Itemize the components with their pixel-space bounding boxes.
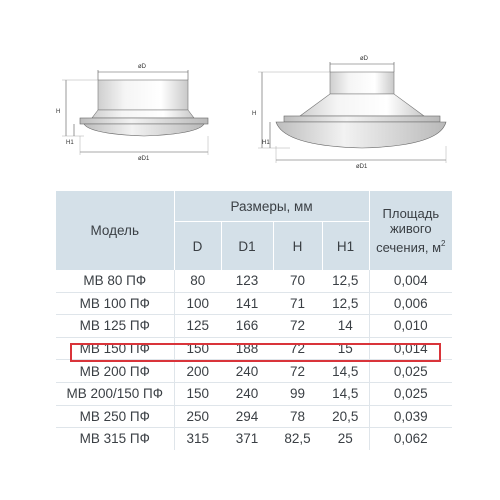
cell-h1: 20,5 <box>322 405 369 428</box>
cell-h1: 15 <box>322 337 369 360</box>
table-row <box>56 405 452 428</box>
cell-d: 80 <box>190 273 206 289</box>
header-sizes: Размеры, мм <box>174 191 369 222</box>
cell-h1: 12,5 <box>322 292 369 315</box>
table-row-highlighted <box>56 337 452 360</box>
header-area-sup: 2 <box>441 239 446 248</box>
cell-model: МВ 150 ПФ <box>56 337 174 360</box>
cell-model: МВ 80 ПФ <box>56 270 174 292</box>
cell-d: 200 <box>174 360 221 383</box>
cell-h: 78 <box>273 405 322 428</box>
cell-h: 72 <box>273 315 322 338</box>
header-area-line1: Площадь <box>382 206 440 221</box>
header-area-line2: живого <box>389 221 432 236</box>
cell-model: МВ 250 ПФ <box>56 405 174 428</box>
cell-model: МВ 200/150 ПФ <box>56 382 174 405</box>
cell-area: 0,006 <box>369 292 452 315</box>
cell-area: 0,004 <box>369 270 452 292</box>
header-area <box>369 191 452 270</box>
cell-d1: 240 <box>221 382 273 405</box>
cell-d1: 294 <box>221 405 273 428</box>
table-row <box>56 270 452 292</box>
cell-h1: 14 <box>322 315 369 338</box>
cell-model: МВ 315 ПФ <box>56 428 174 450</box>
cell-area: 0,014 <box>369 337 452 360</box>
cell-area: 0,010 <box>369 315 452 338</box>
cell-h1: 12,5 <box>332 273 359 289</box>
table-row <box>56 292 452 315</box>
right-drawing <box>252 56 446 170</box>
cell-d1: 371 <box>221 428 273 450</box>
cell-h: 99 <box>273 382 322 405</box>
right-d1-label: øD1 <box>356 164 368 170</box>
left-d1-label: øD1 <box>138 156 150 162</box>
cell-model: МВ 200 ПФ <box>56 360 174 383</box>
cell-h: 72 <box>273 337 322 360</box>
cell-area: 0,039 <box>369 405 452 428</box>
header-h1: H1 <box>322 222 369 271</box>
cell-h: 71 <box>273 292 322 315</box>
table-row <box>56 428 452 450</box>
header-area-line3: сечения, м <box>376 240 442 255</box>
cell-area: 0,025 <box>369 360 452 383</box>
header-d1: D1 <box>221 222 273 271</box>
cell-area: 0,062 <box>369 428 452 450</box>
cell-d1: 123 <box>235 273 259 289</box>
cell-model: МВ 100 ПФ <box>56 292 174 315</box>
table-row <box>56 382 452 405</box>
table-row <box>56 360 452 383</box>
cell-d1: 166 <box>221 315 273 338</box>
header-d: D <box>174 222 221 271</box>
cell-d1: 240 <box>221 360 273 383</box>
cell-d: 150 <box>174 382 221 405</box>
cell-d1: 188 <box>221 337 273 360</box>
left-h1-label: H1 <box>66 140 74 146</box>
header-h: H <box>273 222 322 271</box>
cell-d: 150 <box>174 337 221 360</box>
cell-h1: 14,5 <box>322 360 369 383</box>
cell-d: 100 <box>174 292 221 315</box>
left-d-label: øD <box>138 64 146 70</box>
spec-table <box>56 191 452 450</box>
cell-d1: 141 <box>221 292 273 315</box>
cell-h1: 25 <box>322 428 369 450</box>
right-d-label: øD <box>360 56 368 62</box>
left-drawing <box>56 64 208 162</box>
cell-h: 82,5 <box>273 428 322 450</box>
right-h1-label: H1 <box>262 140 270 146</box>
table-row <box>56 315 452 338</box>
right-h-label: H <box>252 111 257 117</box>
cell-d: 315 <box>174 428 221 450</box>
cell-h: 70 <box>289 273 306 289</box>
cell-d: 125 <box>174 315 221 338</box>
cell-model: МВ 125 ПФ <box>56 315 174 338</box>
cell-h: 72 <box>273 360 322 383</box>
cell-h1: 14,5 <box>322 382 369 405</box>
header-model: Модель <box>56 191 174 270</box>
technical-drawings <box>0 0 500 185</box>
cell-area: 0,025 <box>369 382 452 405</box>
cell-d: 250 <box>174 405 221 428</box>
left-h-label: H <box>56 109 61 115</box>
